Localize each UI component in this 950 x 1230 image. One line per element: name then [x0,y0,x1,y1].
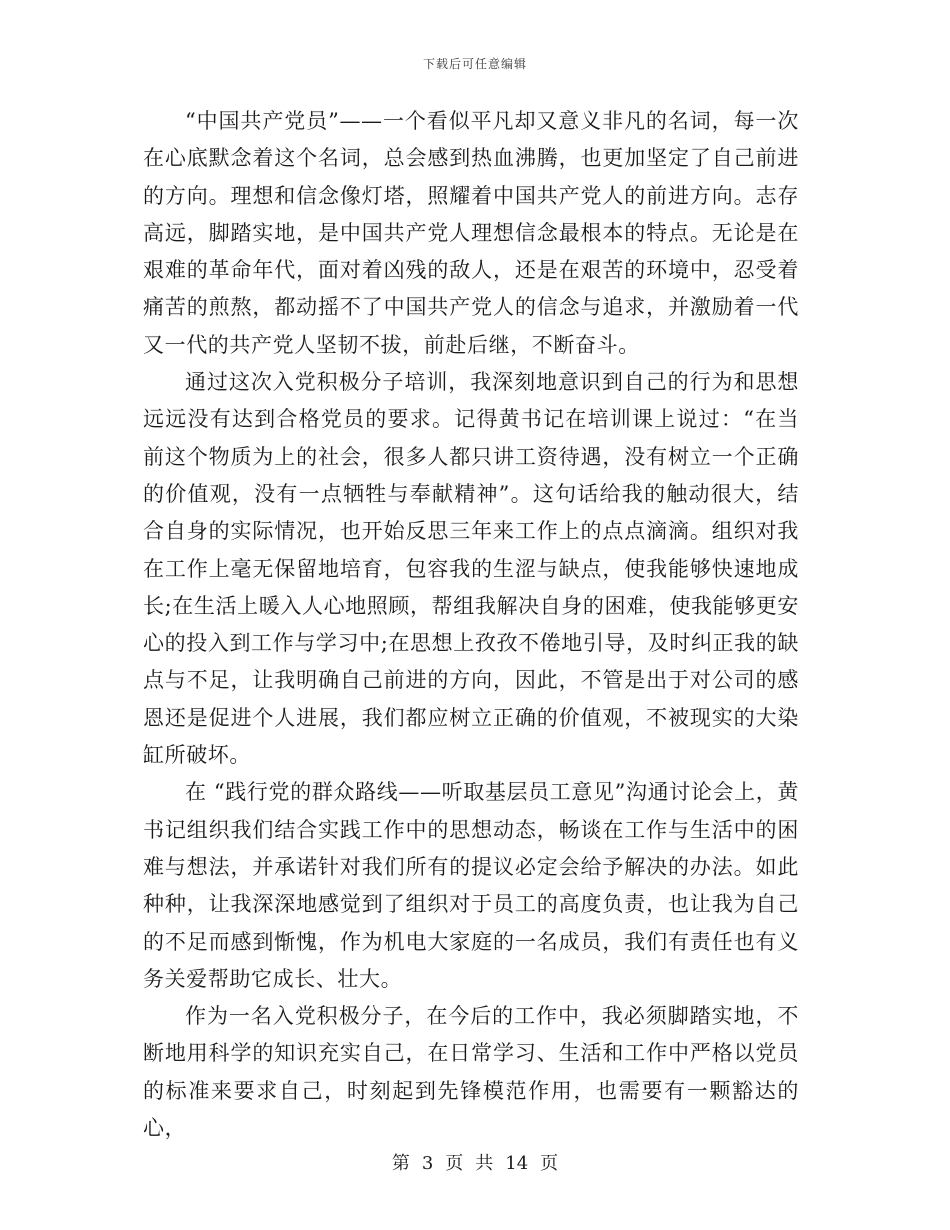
page-header: 下载后可任意编辑 [422,57,527,71]
paragraph: 作为一名入党积极分子，在今后的工作中，我必须脚踏实地，不断地用科学的知识充实自己，在日常学习、生活和工作中严格以党员的标准来要求自己，时刻起到先锋模范作用，也需要有一颗豁达的心， [143,1004,799,1141]
paragraph: 在 “践行党的群众路线——听取基层员工意见”沟通讨论会上，黄书记组织我们结合实践工作中的思想动态，畅谈在工作与生活中的困难与想法，并承诺针对我们所有的提议必定会给予解决的办法。如此种种，让我深深地感觉到了组织对于员工的高度负责，也让我为自己的不足而感到惭愧，作为机电大家庭的一名成员，我们有责任也有义务关爱帮助它成长、壮大。 [143,780,799,991]
footer-label-end: 页 [540,1153,559,1174]
document-body [143,103,799,1147]
paragraph: “中国共产党员”——一个看似平凡却又意义非凡的名词，每一次在心底默念着这个名词，总会感到热血沸腾，也更加坚定了自己前进的方向。理想和信念像灯塔，照耀着中国共产党人的前进方向。志存高远，脚踏实地，是中国共产党人理想信念最根本的特点。无论是在艰难的革命年代，面对着凶残的敌人，还是在艰苦的环境中，忍受着痛苦的煎熬，都动摇不了中国共产党人的信念与追求，并激励着一代又一代的共产党人坚韧不拔，前赴后继，不断奋斗。 [143,109,799,357]
current-page-number: 3 [421,1153,434,1174]
page-footer [0,1149,950,1175]
footer-label-total: 共 [475,1153,494,1174]
total-page-number: 14 [505,1153,529,1174]
footer-label-of: 页 [445,1153,464,1174]
paragraph: 通过这次入党积极分子培训，我深刻地意识到自己的行为和思想远远没有达到合格党员的要求。记得黄书记在培训课上说过：“在当前这个物质为上的社会，很多人都只讲工资待遇，没有树立一个正确的价值观，没有一点牺牲与奉献精神”。这句话给我的触动很大，结合自身的实际情况，也开始反思三年来工作上的点点滴滴。组织对我在工作上毫无保留地培育，包容我的生涩与缺点，使我能够快速地成长;在生活上暖入人心地照顾，帮组我解决自身的困难，使我能够更安心的投入到工作与学习中;在思想上孜孜不倦地引导，及时纠正我的缺点与不足，让我明确自己前进的方向，因此，不管是出于对公司的感恩还是促进个人进展，我们都应树立正确的价值观，不被现实的大染缸所破坏。 [143,370,799,768]
footer-label-page: 第 [391,1153,410,1174]
